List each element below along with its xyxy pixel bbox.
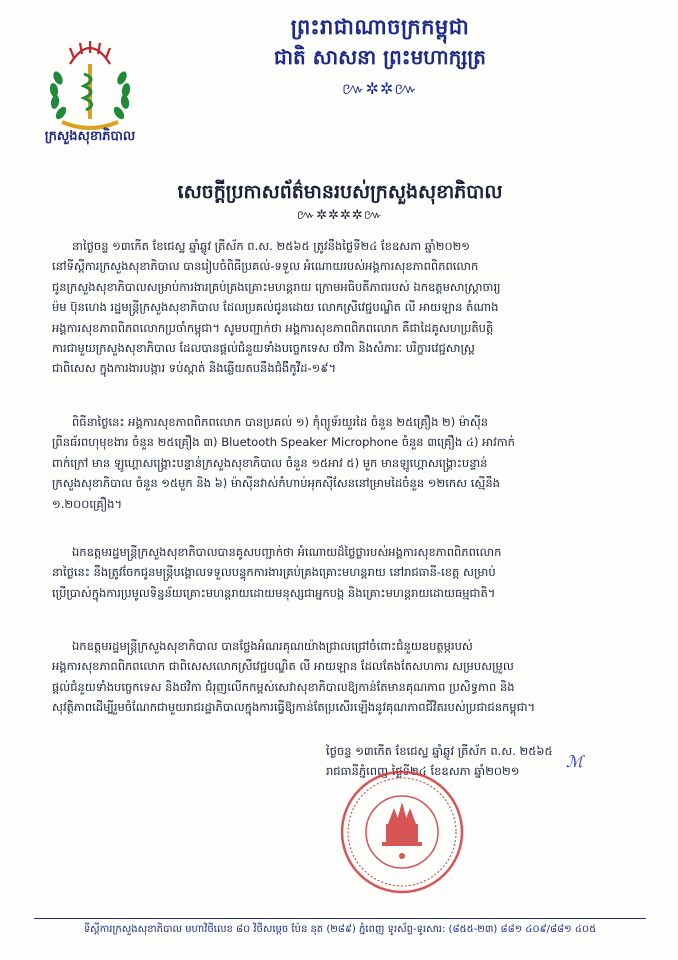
text-line: ការជាមួយក្រសួងសុខាភិបាល ដែលបានផ្តល់ជំនួយទាំងបច្ចេកទេស ថវិកា និងសំភារៈ បរិក្ខារវេជ្ជសាស្ត្រ — [52, 341, 475, 356]
footer-divider — [34, 918, 646, 919]
signature: ℳ — [566, 752, 584, 771]
national-motto: ជាតិ សាសនា ព្រះមហាក្សត្រ — [274, 45, 486, 69]
text-line: ព្រីនធ័រពហុមុខងារ ចំនួន ២៥គ្រឿង ៣) Bluetooth Speaker Microphone ចំនួន ៣គ្រឿង ៤) អាវកាក់ — [52, 435, 515, 450]
document-title: សេចក្តីប្រកាសព័ត៌មានរបស់ក្រសួងសុខាភិបាល — [177, 181, 503, 203]
lunar-date: ថ្ងៃចន្ទ ១៣កើត ខែជេស្ឋ ឆ្នាំឆ្លូវ ត្រីស័ក ព.ស. ២៥៦៥ — [326, 744, 553, 758]
kingdom-heading: ព្រះរាជាណាចក្រកម្ពុជា — [290, 15, 470, 39]
text-line: នាថ្ងៃនេះ នឹងត្រូវចែកជូនមន្ត្រីបង្គោលទទួលបន្ទុកការងារគ្រប់គ្រងគ្រោះមហន្តរាយ នៅរាជធានី-ខេត្ត សម្រាប់ — [52, 565, 496, 580]
text-line: សុវត្ថិភាពដើម្បីរួមចំណែកជាមួយរាជរដ្ឋាភិបាលក្នុងការធ្វើឱ្យកាន់តែប្រសើរឡើងនូវគុណភាពជីវិតរបស់ប្រជាជនកម្ពុជា។ — [52, 700, 536, 715]
title-ornament: ៚✲✲✲✲៚ — [296, 208, 384, 223]
text-line: ក្រសួងសុខាភិបាល ចំនួន ១៥មួក និង ៦) ម៉ាស៊ីនវាស់កំហាប់អុកស៊ីសែននៅម្រាមដៃចំនួន ១២កេស ស្មើនឹង — [52, 476, 500, 491]
text-line: ប្រើប្រាស់ក្នុងការប្រមូលទិន្នន័យគ្រោះមហន្តរាយដោយមនុស្សជាអ្នកបង្ក និងគ្រោះមហន្តរាយដោយធម្មជាតិ។ — [52, 585, 496, 600]
footer-address: ទីស្តីការក្រសួងសុខាភិបាល មហាវិថីលេខ ៨០ វិថីសម្តេច ប៉ែន នុត (២៨៩) ភ្នំពេញ ទូរស័ព្ទ-ទូរសារ: (៨៥៥-២៣) ៨៨១ ៤០៩/៨៨១ ៤០៥ — [83, 924, 597, 935]
header-ornament: ៚✲✲៚ — [341, 79, 419, 98]
text-line: ឯកឧត្តមរដ្ឋមន្ត្រីក្រសួងសុខាភិបាលបានគូសបញ្ជាក់ថា អំណោយដ៏ថ្លៃថ្លារបស់អង្គការសុខភាពពិភពលោក — [72, 545, 502, 559]
text-line: ពាក់ក្រៅ មាន ឡូហ្គោសង្គ្រោះបន្ទាន់ក្រសួងសុខាភិបាល ចំនួន ១៥អាវ ៥) មួក មានឡូហ្គោសង្គ្រោះបន្ទាន់ — [52, 455, 488, 470]
text-line: ពិធីនាថ្ងៃនេះ អង្គការសុខភាពពិភពលោក បានប្រគល់ ១) កុំព្យូទ័រយួរដៃ ចំនួន ២៥គ្រឿង ២) ម៉ាស៊ីន — [72, 415, 489, 429]
text-line: ជាពិសេស ក្នុងការងារបង្ការ ទប់ស្កាត់ និងឆ្លើយតបនឹងជំងឺកូវីដ-១៩។ — [52, 361, 337, 376]
text-line: អង្គការសុខភាពពិភពលោក ជាពិសេសលោកស្រីវេជ្ជបណ្ឌិត លី អាយឡាន ដែលតែងតែសហការ សម្របសម្រួល — [52, 659, 514, 674]
paragraph-4 — [52, 636, 644, 718]
text-line: នាថ្ងៃចន្ទ ១៣កើត ខែជេស្ឋ ឆ្នាំឆ្លូវ ត្រីស័ក ព.ស. ២៥៦៥ ត្រូវនឹងថ្ងៃទី២៤ ខែឧសភា ឆ្នាំ២០២១ — [72, 239, 471, 253]
text-line: ១.២០០គ្រឿង។ — [52, 496, 123, 511]
gregorian-date: រាជធានីភ្នំពេញ ថ្ងៃទី២៤ ខែឧសភា ឆ្នាំ២០២១ — [326, 764, 520, 778]
text-line: ឯកឧត្តមរដ្ឋមន្ត្រីក្រសួងសុខាភិបាល បានថ្លែងអំណរគុណយ៉ាងជ្រាលជ្រៅចំពោះជំនួយឧបត្ថម្ភរបស់ — [72, 639, 473, 653]
ministry-name: ក្រសួងសុខាភិបាល — [44, 129, 136, 144]
official-seal-icon — [338, 768, 466, 896]
paragraph-1 — [52, 236, 644, 379]
text-line: អង្គការសុខភាពពិភពលោកប្រចាំកម្ពុជា។ សូមបញ្ជាក់ថា អង្គការសុខភាពពិភពលោក គឺជាដៃគូសហប្រតិបត្តិ — [52, 320, 494, 335]
text-line: ផ្តល់ជំនួយទាំងបច្ចេកទេស និងថវិកា ជំរុញលើកកម្ពស់សេវាសុខាភិបាលឱ្យកាន់តែមានគុណភាព ប្រសិទ្ធភាព និង — [52, 679, 515, 694]
text-line: ម៉ម ប៊ុនហេង រដ្ឋមន្ត្រីក្រសួងសុខាភិបាល ដែលប្រគល់ជូនដោយ លោកស្រីវេជ្ជបណ្ឌិត លី អាយឡាន តំណាង — [52, 300, 499, 315]
text-line: នៅទីស្តីការក្រសួងសុខាភិបាល បានរៀបចំពិធីប្រគល់-ទទួល អំណោយរបស់អង្គការសុខភាពពិភពលោក — [52, 259, 479, 274]
paragraph-3 — [52, 542, 644, 603]
paragraph-2 — [52, 412, 644, 514]
text-line: ជូនក្រសួងសុខាភិបាលសម្រាប់ការងារគ្រប់គ្រងគ្រោះមហន្តរាយ ក្រោមអធិបតីភាពរបស់ ឯកឧត្តមសាស្ត្រាចារ្យ — [52, 279, 501, 294]
